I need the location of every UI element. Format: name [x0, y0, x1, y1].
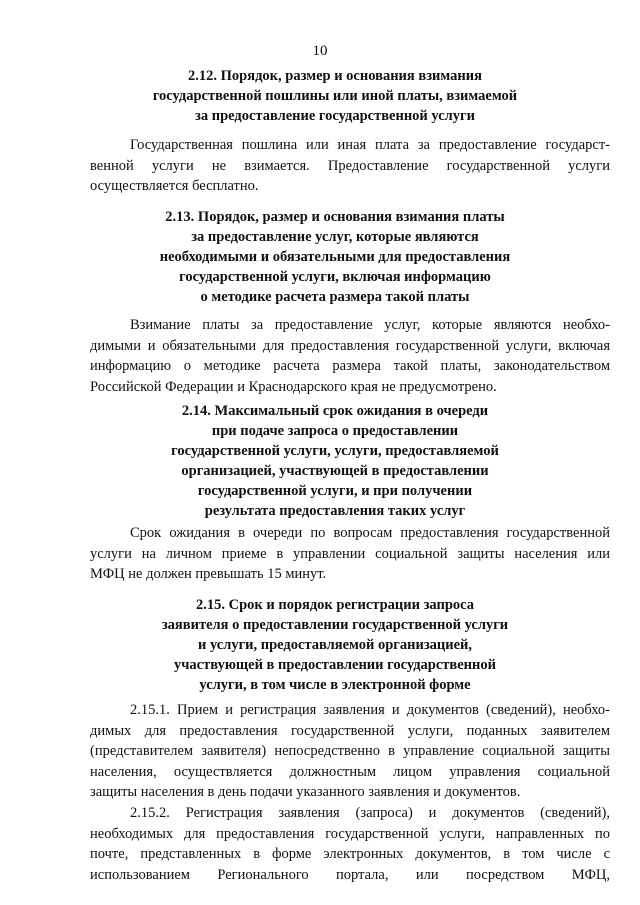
section-2-12-heading: [60, 66, 610, 126]
heading-line: государственной услуги, услуги, предоставляемой: [171, 443, 499, 459]
text-line: использованием Регионального портала, или посредством МФЦ,: [90, 866, 610, 883]
text-line: димыми и обязательными для предоставления государственной услуги, включая: [90, 337, 610, 354]
heading-line: 2.14. Максимальный срок ожидания в очереди: [181, 403, 489, 419]
text-line: (представителем заявителя) непосредственно в управление социальной защиты: [90, 743, 610, 759]
text-line: Государственная пошлина или иная плата за предоставление государст-: [130, 137, 610, 153]
section-2-12-text: [90, 135, 610, 197]
text-line: информацию о методике расчета размера такой платы, законодательством: [90, 358, 610, 374]
heading-line: организацией, участвующей в предоставлении: [181, 463, 489, 479]
text-line: 2.15.2. Регистрация заявления (запроса) и документов (сведений),: [130, 805, 610, 821]
text-line: защиты населения в день подачи указанного заявления и документов.: [90, 784, 521, 800]
heading-line: результата предоставления таких услуг: [204, 503, 466, 519]
section-2-13-text: [90, 315, 610, 397]
text-line: венной услуги не взимается. Предоставление государственной услуги: [90, 157, 610, 174]
text-line: Срок ожидания в очереди по вопросам предоставления государственной: [130, 525, 610, 541]
heading-line: услуги, в том числе в электронной форме: [199, 677, 471, 693]
text-line: почте, представленных в форме электронных документов, в том числе с: [90, 846, 610, 862]
heading-line: за предоставление государственной услуги: [195, 108, 475, 124]
section-2-15-heading: [60, 595, 610, 695]
text-line: услуги на личном приеме в управлении социальной защиты населения или: [90, 545, 610, 562]
page-number: 10: [312, 43, 328, 59]
section-2-14-heading: [60, 401, 610, 521]
heading-line: необходимыми и обязательными для предоставления: [159, 249, 511, 265]
text-line: населения, осуществляется должностным лицом управления социальной: [90, 763, 610, 780]
section-2-14-text: [90, 523, 610, 585]
heading-line: 2.13. Порядок, размер и основания взимания платы: [165, 209, 505, 225]
heading-line: при подаче запроса о предоставлении: [211, 423, 459, 439]
text-line: димых для предоставления государственной услуги, поданных заявителем: [90, 722, 610, 739]
text-line: Российской Федерации и Краснодарского края не предусмотрено.: [90, 378, 497, 395]
section-2-15-2-text: [90, 803, 610, 885]
heading-line: участвующей в предоставлении государственной: [174, 657, 496, 673]
text-line: 2.15.1. Прием и регистрация заявления и документов (сведений), необхо-: [130, 702, 610, 718]
section-2-13-heading: [60, 207, 610, 307]
heading-line: государственной услуги, и при получении: [197, 483, 473, 499]
heading-line: за предоставление услуг, которые являются: [191, 229, 479, 245]
heading-line: и услуги, предоставляемой организацией,: [197, 637, 473, 653]
heading-line: государственной услуги, включая информацию: [179, 269, 491, 285]
heading-line: о методике расчета размера такой платы: [200, 289, 470, 305]
heading-line: 2.15. Срок и порядок регистрации запроса: [195, 597, 475, 613]
heading-line: 2.12. Порядок, размер и основания взимания: [188, 68, 482, 84]
text-line: Взимание платы за предоставление услуг, которые являются необхо-: [130, 317, 610, 333]
heading-line: государственной пошлины или иной платы, взимаемой: [152, 88, 518, 104]
section-2-15-1-text: [90, 700, 610, 803]
text-line: необходимых для предоставления государственной услуги, направленных по: [90, 825, 610, 842]
heading-line: заявителя о предоставлении государственной услуги: [161, 617, 509, 633]
text-line: осуществляется бесплатно.: [90, 178, 259, 194]
text-line: МФЦ не должен превышать 15 минут.: [90, 566, 327, 582]
